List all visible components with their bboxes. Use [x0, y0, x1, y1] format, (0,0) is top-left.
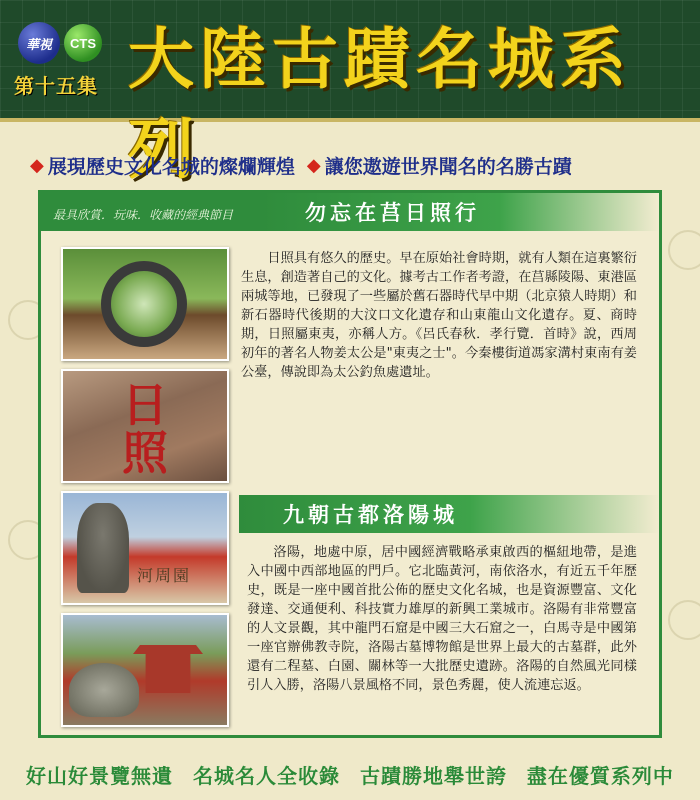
moon-gate-photo	[61, 247, 229, 361]
background-pattern	[668, 600, 700, 640]
huashi-logo: 華視	[18, 22, 60, 64]
temple-photo	[61, 613, 229, 727]
cts-logo: CTS	[64, 24, 102, 62]
temple-gate-shape	[133, 633, 203, 693]
section-1-title: 勿忘在莒日照行	[305, 200, 480, 225]
slogan-2	[307, 152, 572, 179]
page-title: 大陸古蹟名城系列	[128, 20, 632, 188]
slogan-1	[30, 152, 295, 179]
carved-rock-photo	[61, 369, 229, 483]
slogan-bar	[30, 150, 690, 180]
stone-lion-photo	[61, 491, 229, 605]
panel-caption: 最具欣賞．玩味．收藏的經典節目	[53, 208, 234, 222]
diamond-icon: ◆	[306, 154, 321, 176]
moon-gate-shape	[101, 261, 187, 347]
footer-slogan: 好山好景覽無遺 名城名人全收錄 古蹟勝地舉世誇 盡在優質系列中	[26, 763, 674, 788]
slogan-1-text: 展現歷史文化名城的燦爛輝煌	[47, 155, 295, 178]
episode-label: 第十五集	[14, 74, 98, 98]
section-1-banner	[261, 193, 659, 231]
background-pattern	[668, 230, 700, 270]
diamond-icon: ◆	[30, 154, 44, 176]
gate-inscription: 河周園	[137, 566, 192, 585]
section-2-banner	[239, 495, 659, 533]
stone-lion-shape	[77, 503, 129, 593]
section-1-body: 日照具有悠久的歷史。早在原始社會時期，就有人類在這裏繁衍生息，創造著自己的文化。據考古工作者考證，在莒縣陵陽、東港區兩城等地，已發現了一些屬於舊石器時代早中期（北京猿人時期）和新石器時代後期的大汶口文化遺存和山東龍山文化遺存。夏、商時期，日照屬東夷，亦稱人方。《呂氏春秋．孝行覽．首時》說，西周初年的著名人物姜太公是"東夷之士"。今秦樓街道馮家溝村東南有姜公臺，傳說即為太公釣魚處遺址。	[241, 251, 637, 380]
rock-inscription: 日照	[122, 378, 168, 480]
section-2-body: 洛陽，地處中原，居中國經濟戰略承東啟西的樞紐地帶，是進入中國中西部地區的門戶。它北臨黃河，南依洛水，有近五千年歷史，既是一座中國首批公佈的歷史文化名城，也是資源豐富、文化發達、交通便利、科技實力雄厚的新興工業城市。洛陽有非常豐富的人文景觀，其中龍門石窟是中國三大石窟之一，白馬寺是中國第一座官辦佛教寺院，洛陽古墓博物館是世界上最大的古墓群，此外還有二程墓、白園、關林等一大批歷史遺跡。洛陽的自然風光同樣引人入勝，洛陽八景風格不同，景色秀麗，使人流連忘返。	[247, 545, 637, 693]
content-panel	[38, 190, 662, 738]
slogan-2-text: 讓您遨遊世界聞名的名勝古蹟	[324, 155, 572, 178]
stone-horse-shape	[69, 663, 139, 717]
section-2-title: 九朝古都洛陽城	[283, 502, 458, 527]
